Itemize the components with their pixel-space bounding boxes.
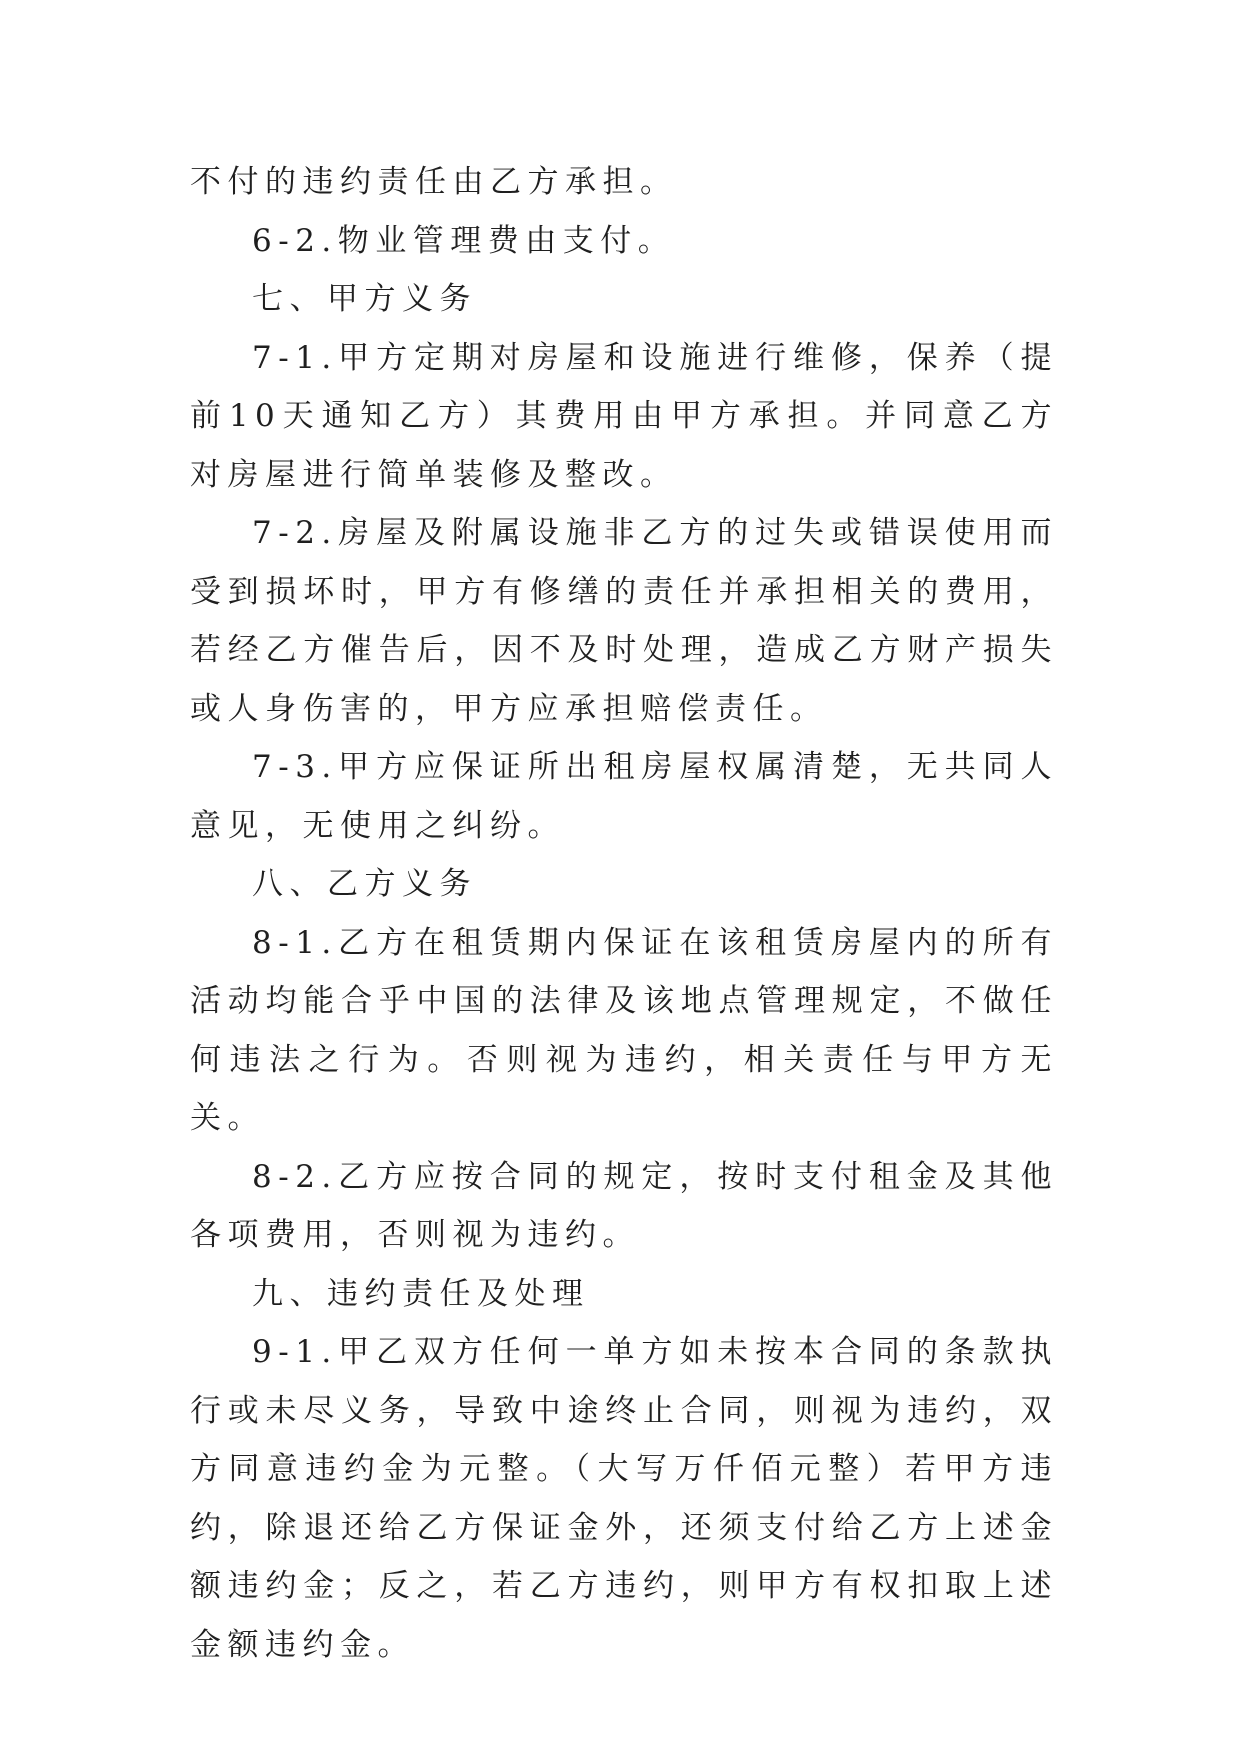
clause-7-1: 7-1.甲方定期对房屋和设施进行维修，保养（提前10天通知乙方）其费用由甲方承担。并同意乙方对房屋进行简单装修及整改。 (190, 339, 1058, 493)
paragraph-continuation: 不付的违约责任由乙方承担。 (190, 164, 678, 200)
clause-8-1: 8-1.乙方在租赁期内保证在该租赁房屋内的所有活动均能合乎中国的法律及该地点管理规定，不做任何违法之行为。否则视为违约，相关责任与甲方无关。 (190, 924, 1058, 1136)
clause-9-1: 9-1.甲乙双方任何一单方如未按本合同的条款执行或未尽义务，导致中途终止合同，则视为违约，双方同意违约金为元整。（大写万仟佰元整）若甲方违约，除退还给乙方保证金外，还须支付给乙方上述金额违约金；反之，若乙方违约，则甲方有权扣取上述金额违约金。 (190, 1334, 1058, 1663)
section-heading-8: 八、乙方义务 (252, 866, 477, 902)
clause-7-2: 7-2.房屋及附属设施非乙方的过失或错误使用而受到损坏时，甲方有修缮的责任并承担相关的费用，若经乙方催告后，因不及时处理，造成乙方财产损失或人身伤害的，甲方应承担赔偿责任。 (190, 515, 1058, 727)
document-page (190, 153, 1058, 1674)
clause-8-2: 8-2.乙方应按合同的规定，按时支付租金及其他各项费用，否则视为违约。 (190, 1158, 1058, 1253)
clause-6-2: 6-2.物业管理费由支付。 (252, 222, 676, 259)
section-heading-9: 九、违约责任及处理 (252, 1275, 590, 1312)
section-heading-7: 七、甲方义务 (252, 281, 477, 317)
clause-7-3: 7-3.甲方应保证所出租房屋权属清楚，无共同人意见，无使用之纠纷。 (190, 749, 1058, 844)
